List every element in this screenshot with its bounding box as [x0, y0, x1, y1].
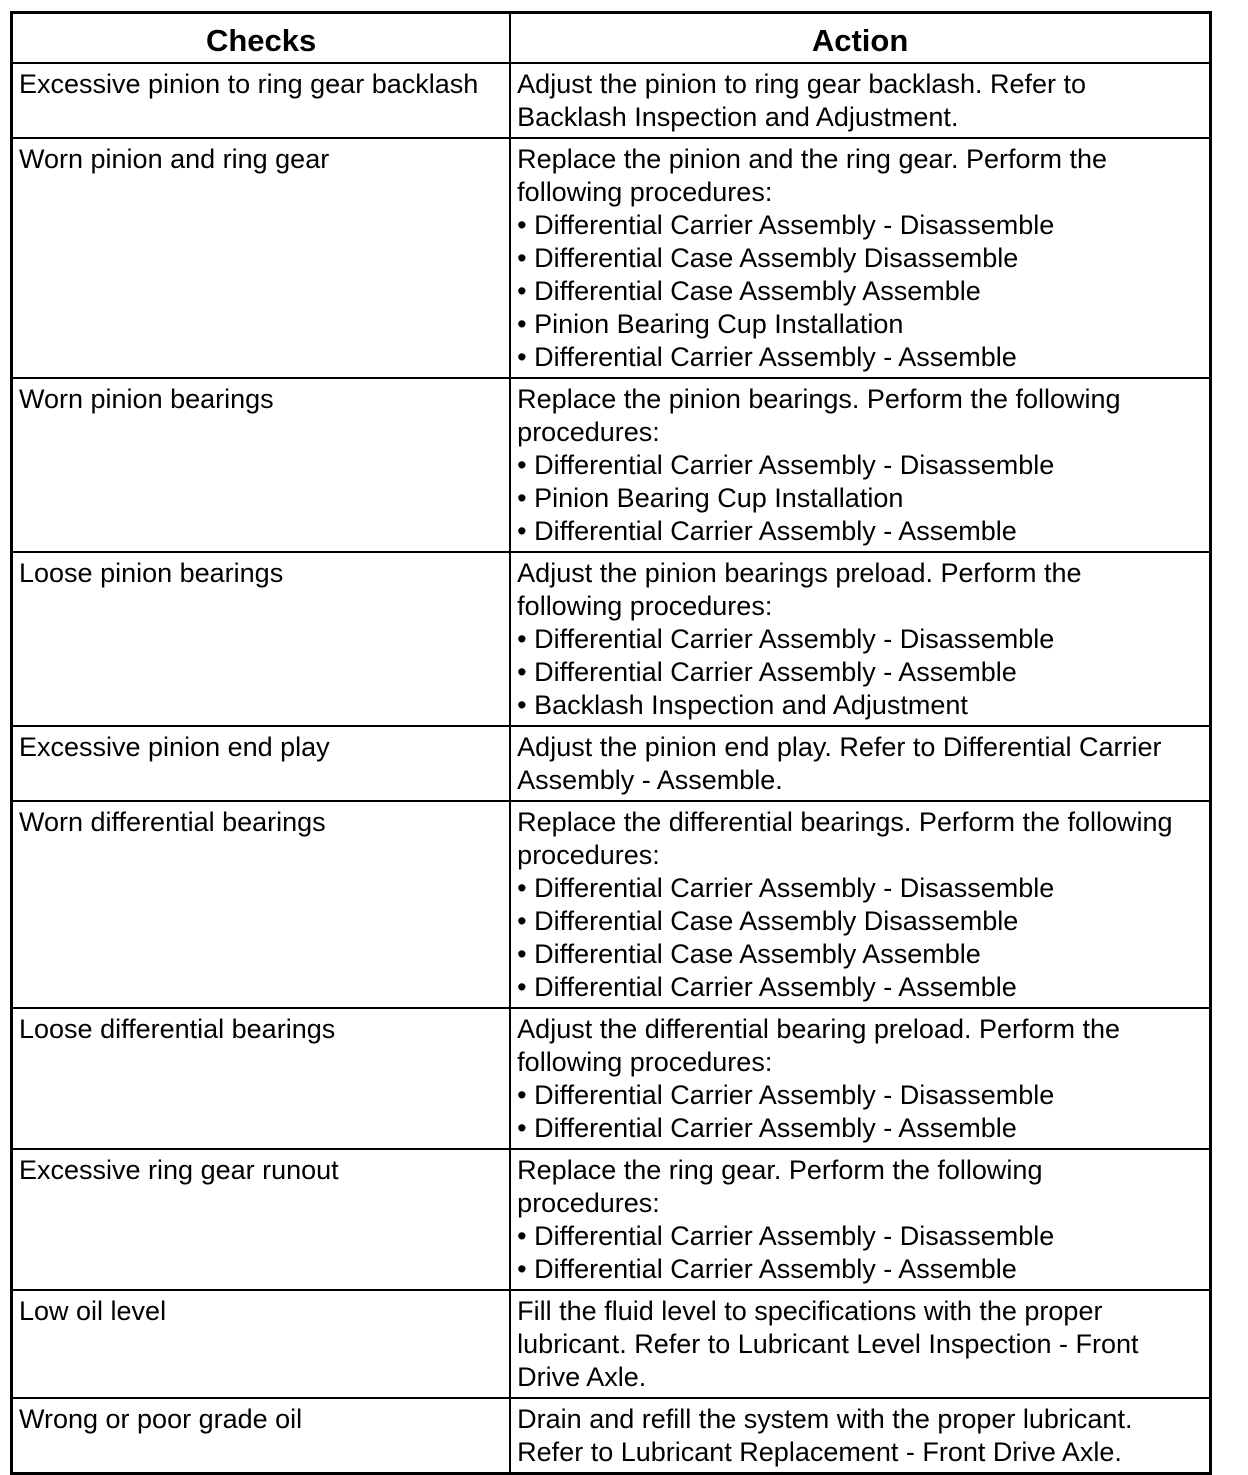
action-line: Adjust the differential bearing preload. Perform the	[517, 1014, 1121, 1044]
action-cell	[510, 63, 1210, 138]
action-line: procedures:	[517, 417, 660, 447]
check-cell: Loose differential bearings	[12, 1008, 511, 1149]
action-cell	[510, 1290, 1210, 1398]
action-line: • Pinion Bearing Cup Installation	[517, 309, 904, 339]
action-line: • Differential Carrier Assembly - Disassemble	[517, 1221, 1055, 1251]
action-line: procedures:	[517, 840, 660, 870]
action-line: • Differential Carrier Assembly - Assemble	[517, 516, 1017, 546]
action-cell	[510, 552, 1210, 726]
action-cell	[510, 138, 1210, 378]
action-line: Adjust the pinion to ring gear backlash. Refer to	[517, 69, 1087, 99]
action-line: Refer to Lubricant Replacement - Front Drive Axle.	[517, 1437, 1122, 1467]
diagnostic-table	[10, 11, 1212, 1475]
action-line: • Differential Carrier Assembly - Assemble	[517, 657, 1017, 687]
action-line: • Differential Carrier Assembly - Assemble	[517, 342, 1017, 372]
action-line: Backlash Inspection and Adjustment.	[517, 102, 959, 132]
table-body	[12, 63, 1211, 1474]
header-checks: Checks	[12, 13, 511, 64]
action-cell	[510, 801, 1210, 1008]
table-row	[12, 1149, 1211, 1290]
action-cell	[510, 1398, 1210, 1474]
check-cell: Worn pinion and ring gear	[12, 138, 511, 378]
action-line: lubricant. Refer to Lubricant Level Inspection - Front	[517, 1329, 1139, 1359]
action-line: Replace the ring gear. Perform the following	[517, 1155, 1043, 1185]
action-line: Adjust the pinion end play. Refer to Differential Carrier	[517, 732, 1162, 762]
action-line: • Differential Carrier Assembly - Disassemble	[517, 873, 1055, 903]
action-line: following procedures:	[517, 177, 773, 207]
check-cell: Worn differential bearings	[12, 801, 511, 1008]
table-row	[12, 1008, 1211, 1149]
table-row	[12, 138, 1211, 378]
action-line: • Differential Case Assembly Disassemble	[517, 243, 1019, 273]
action-cell	[510, 378, 1210, 552]
action-line: • Differential Carrier Assembly - Assemble	[517, 1254, 1017, 1284]
action-line: Replace the differential bearings. Perform the following	[517, 807, 1173, 837]
table-row	[12, 63, 1211, 138]
check-cell: Excessive pinion end play	[12, 726, 511, 801]
check-cell: Worn pinion bearings	[12, 378, 511, 552]
action-line: • Backlash Inspection and Adjustment	[517, 690, 968, 720]
action-cell	[510, 726, 1210, 801]
action-cell	[510, 1149, 1210, 1290]
check-cell: Excessive ring gear runout	[12, 1149, 511, 1290]
action-line: Drive Axle.	[517, 1362, 647, 1392]
action-line: Assembly - Assemble.	[517, 765, 783, 795]
table-row	[12, 726, 1211, 801]
action-line: Adjust the pinion bearings preload. Perform the	[517, 558, 1082, 588]
action-line: • Differential Case Assembly Assemble	[517, 939, 981, 969]
action-line: Replace the pinion bearings. Perform the following	[517, 384, 1121, 414]
check-cell: Wrong or poor grade oil	[12, 1398, 511, 1474]
action-line: following procedures:	[517, 1047, 773, 1077]
header-action: Action	[510, 13, 1210, 64]
table-row	[12, 552, 1211, 726]
header-row	[12, 13, 1211, 64]
action-line: Replace the pinion and the ring gear. Perform the	[517, 144, 1108, 174]
action-line: • Differential Carrier Assembly - Disassemble	[517, 210, 1055, 240]
action-line: • Differential Case Assembly Assemble	[517, 276, 981, 306]
action-line: • Differential Case Assembly Disassemble	[517, 906, 1019, 936]
action-line: • Differential Carrier Assembly - Assemble	[517, 972, 1017, 1002]
check-cell: Low oil level	[12, 1290, 511, 1398]
table-row	[12, 378, 1211, 552]
action-line: • Differential Carrier Assembly - Disassemble	[517, 450, 1055, 480]
action-line: • Pinion Bearing Cup Installation	[517, 483, 904, 513]
check-cell: Loose pinion bearings	[12, 552, 511, 726]
action-line: Drain and refill the system with the proper lubricant.	[517, 1404, 1133, 1434]
table-row	[12, 801, 1211, 1008]
action-line: • Differential Carrier Assembly - Assemble	[517, 1113, 1017, 1143]
action-line: following procedures:	[517, 591, 773, 621]
table-row	[12, 1398, 1211, 1474]
table-row	[12, 1290, 1211, 1398]
action-line: Fill the fluid level to specifications with the proper	[517, 1296, 1103, 1326]
check-cell: Excessive pinion to ring gear backlash	[12, 63, 511, 138]
action-line: • Differential Carrier Assembly - Disassemble	[517, 1080, 1055, 1110]
action-line: procedures:	[517, 1188, 660, 1218]
action-line: • Differential Carrier Assembly - Disassemble	[517, 624, 1055, 654]
action-cell	[510, 1008, 1210, 1149]
